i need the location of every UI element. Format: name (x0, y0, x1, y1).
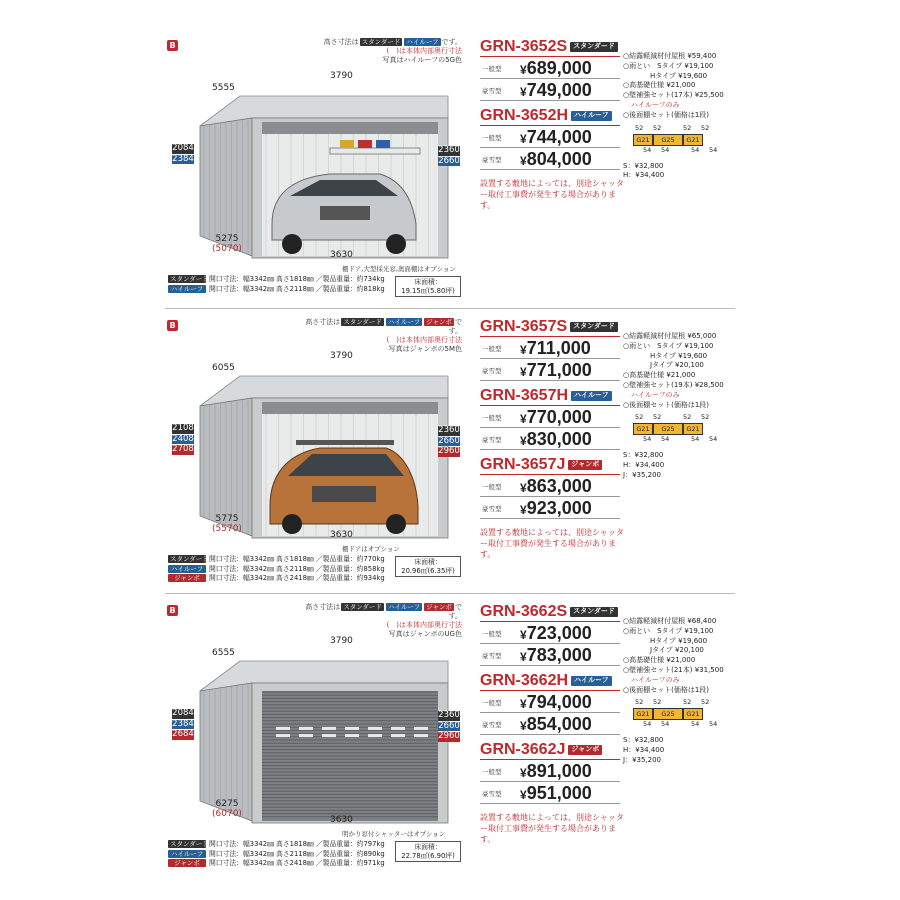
right-height: 2360 (438, 145, 460, 155)
shelf-diagram (633, 413, 723, 445)
note-tag: スタンダード (343, 318, 382, 326)
price-value (520, 761, 592, 782)
left-height: 2384 (172, 718, 194, 729)
spec-tag: ハイルーフ (168, 850, 206, 858)
model-name (480, 672, 620, 691)
spec-row (168, 574, 385, 584)
price-row (480, 148, 620, 170)
shelf-block: G21 (633, 423, 653, 435)
spec-text: 開口寸法：幅3342㎜ 高さ2118㎜ ／製品重量：約818kg (209, 284, 385, 293)
model-badge: ハイルーフ (571, 111, 612, 121)
model-code: GRN-3662H (480, 672, 569, 689)
spec-tag: ジャンボ (168, 859, 206, 867)
price-row (480, 622, 620, 644)
spec-text: 開口寸法：幅3342㎜ 高さ1818㎜ ／製品重量：約797kg (209, 840, 385, 848)
option-item: ○高基礎仕様 ¥21,000 (623, 371, 696, 380)
model-badge: スタンダード (570, 607, 618, 617)
yen-sign: ¥ (520, 365, 527, 379)
price-amount: 891,000 (526, 761, 592, 781)
note-tag: ジャンボ (426, 318, 452, 326)
bottom-depth-inner: (6070) (212, 809, 242, 819)
shelf-price: S：¥32,800 (623, 451, 664, 460)
price-value (520, 80, 592, 101)
spec-row (168, 555, 385, 565)
dim-right-heights (438, 426, 460, 458)
spec-list (168, 555, 385, 584)
install-warning: 設置する敷地によっては、別途シャッター取付工事費が発生する場合があります。 (480, 179, 624, 210)
option-item: ○壁補強セット(19本) ¥28,500 (623, 380, 724, 389)
shelf-top-dim: 52 (635, 413, 644, 422)
price-type: 一般型 (482, 630, 502, 638)
note-prefix: 高さ寸法は (305, 603, 341, 611)
model-list (480, 318, 624, 560)
shelf-block: G25 (653, 708, 683, 720)
bottom-depth: 6275 (215, 799, 239, 809)
dim-bottom-depth (212, 799, 242, 819)
dim-bottom-width: 3630 (330, 250, 353, 260)
price-amount: 794,000 (526, 692, 592, 712)
floor-value: 19.15㎡(5.80坪) (401, 286, 455, 295)
option-caption: 棚ドア,大型採光窓,奥面棚はオプション (342, 265, 456, 273)
price-type: 豪雪型 (482, 721, 502, 729)
shelf-block: G21 (633, 134, 653, 146)
price-type: 豪雪型 (482, 156, 502, 164)
spec-text: 開口寸法：幅3342㎜ 高さ2118㎜ ／製品重量：約858kg (209, 564, 385, 573)
note-photo: 写真はジャンボの5M色 (388, 345, 462, 353)
model-badge: ジャンボ (568, 745, 602, 755)
shelf-block: G21 (683, 423, 703, 435)
shelf-top-dim: 52 (683, 413, 692, 422)
left-height: 2384 (172, 153, 194, 164)
left-height: 2108 (172, 423, 194, 433)
install-warning: 設置する敷地によっては、別途シャッター取付工事費が発生する場合があります。 (480, 813, 624, 844)
yen-sign: ¥ (520, 719, 527, 733)
dim-bottom-depth (212, 514, 242, 534)
option-item: Hタイプ ¥19,600 (650, 636, 708, 645)
right-height: 2960 (438, 731, 460, 741)
price-value (520, 407, 592, 428)
price-value (520, 127, 592, 148)
price-row (480, 782, 620, 804)
spec-text: 開口寸法：幅3342㎜ 高さ2418㎜ ／製品重量：約971kg (209, 859, 385, 867)
model-badge: スタンダード (570, 42, 618, 52)
bottom-depth-inner: (5570) (212, 524, 242, 534)
option-item: Hタイプ ¥19,600 (650, 71, 708, 80)
note-tag: スタンダード (361, 38, 401, 46)
price-type: 一般型 (482, 345, 502, 353)
spec-row (168, 850, 385, 860)
price-row (480, 359, 620, 381)
price-type: 一般型 (482, 134, 502, 142)
model-name (480, 741, 620, 760)
price-amount: 689,000 (526, 58, 592, 78)
price-amount: 771,000 (526, 360, 592, 380)
shelf-top-dim: 52 (653, 698, 662, 707)
shelf-price: J：¥35,200 (623, 470, 662, 479)
option-item: ○後面棚セット(価格は1段) (623, 400, 710, 409)
note-paren: ( )は本体内部奥行寸法 (386, 336, 462, 344)
model-name (480, 603, 620, 622)
option-item: Jタイプ ¥20,100 (650, 361, 704, 370)
option-list (623, 617, 743, 766)
yen-sign: ¥ (520, 697, 527, 711)
model-code: GRN-3657H (480, 387, 569, 404)
price-type: 豪雪型 (482, 87, 502, 95)
price-amount: 923,000 (526, 498, 592, 518)
note-tag: ハイルーフ (387, 318, 421, 326)
price-amount: 854,000 (526, 714, 592, 734)
shelf-bottom-dim: 54 (643, 435, 652, 444)
model-code: GRN-3662J (480, 741, 566, 758)
model-badge: ハイルーフ (571, 676, 612, 686)
option-caption: 棚ドアはオプション (342, 545, 400, 553)
model-code: GRN-3652S (480, 38, 568, 55)
price-row (480, 57, 620, 79)
price-type: 豪雪型 (482, 436, 502, 444)
option-item: ○後面棚セット(価格は1段) (623, 110, 710, 119)
shelf-bottom-dim: 54 (661, 720, 670, 729)
spec-row (168, 565, 385, 575)
dim-right-heights (438, 146, 460, 167)
price-value (520, 714, 592, 735)
spec-text: 開口寸法：幅3342㎜ 高さ1818㎜ ／製品重量：約734kg (209, 275, 385, 283)
model-badge: ジャンボ (568, 460, 602, 470)
floor-area (395, 841, 461, 862)
spec-tag: ハイルーフ (168, 565, 206, 573)
shelf-bottom-dim: 54 (661, 435, 670, 444)
note-prefix: 高さ寸法は (323, 38, 359, 46)
price-amount: 951,000 (526, 783, 592, 803)
spec-text: 開口寸法：幅3342㎜ 高さ1818㎜ ／製品重量：約770kg (209, 555, 385, 563)
model-name (480, 456, 620, 475)
shelf-top-dim: 52 (635, 698, 644, 707)
right-height: 2960 (438, 446, 460, 456)
note-suffix: です。 (448, 603, 462, 620)
price-amount: 804,000 (526, 149, 592, 169)
yen-sign: ¥ (520, 132, 527, 146)
price-amount: 830,000 (526, 429, 592, 449)
spec-tag: スタンダード (170, 840, 209, 848)
left-height: 2084 (172, 708, 194, 718)
product-section (0, 318, 900, 598)
model-code: GRN-3657J (480, 456, 566, 473)
price-value (520, 149, 592, 170)
model-list (480, 38, 624, 211)
section-divider (165, 308, 735, 309)
note-photo: 写真はハイルーフの5G色 (382, 56, 462, 64)
price-value (520, 429, 592, 450)
shelf-top-dim: 52 (635, 123, 644, 132)
shelf-diagram (633, 698, 723, 730)
product-section (0, 38, 900, 318)
product-section (0, 603, 900, 883)
shelf-bottom-dim: 54 (709, 145, 718, 154)
brand-logo: B (167, 320, 178, 331)
shelf-price: H：¥34,400 (623, 746, 665, 755)
price-value (520, 498, 592, 519)
price-row (480, 79, 620, 101)
option-item: ハイルーフのみ (631, 675, 680, 684)
price-type: 豪雪型 (482, 367, 502, 375)
shelf-top-dim: 52 (701, 413, 710, 422)
option-item: ○結露軽減材付屋根 ¥68,400 (623, 617, 717, 625)
right-height: 2660 (438, 155, 460, 166)
note-suffix: です。 (441, 38, 462, 46)
option-item: ○高基礎仕様 ¥21,000 (623, 81, 696, 90)
floor-area (395, 556, 461, 577)
option-item: Jタイプ ¥20,100 (650, 646, 704, 655)
spec-list (168, 840, 385, 869)
price-amount: 783,000 (526, 645, 592, 665)
option-item: ○雨とい Sタイプ ¥19,100 (623, 61, 714, 70)
price-row (480, 760, 620, 782)
price-amount: 744,000 (526, 127, 592, 147)
shelf-block: G21 (683, 708, 703, 720)
note-paren: ( )は本体内部奥行寸法 (386, 47, 462, 55)
dim-top-depth: 6555 (212, 648, 235, 658)
model-code: GRN-3652H (480, 107, 569, 124)
model-name (480, 387, 620, 406)
yen-sign: ¥ (520, 434, 527, 448)
floor-value: 22.78㎡(6.90坪) (401, 851, 455, 860)
price-value (520, 338, 591, 359)
floor-label: 床面積： (414, 843, 442, 851)
option-caption: 明かり窓付シャッターはオプション (342, 830, 446, 838)
price-value (520, 692, 592, 713)
left-height: 2084 (172, 143, 194, 153)
dim-left-heights (172, 709, 194, 741)
spec-row (168, 275, 385, 285)
dim-top-depth: 6055 (212, 363, 235, 373)
dim-top-depth: 5555 (212, 83, 235, 93)
shelf-top-dim: 52 (683, 698, 692, 707)
right-height: 2660 (438, 435, 460, 446)
price-value (520, 783, 592, 804)
spec-tag: スタンダード (170, 275, 209, 283)
shelf-price: H：¥34,400 (623, 461, 665, 470)
option-item: ○高基礎仕様 ¥21,000 (623, 656, 696, 665)
shelf-bottom-dim: 54 (691, 145, 700, 154)
model-name (480, 107, 620, 126)
yen-sign: ¥ (520, 63, 527, 77)
option-item: ハイルーフのみ (631, 100, 680, 109)
model-badge: ハイルーフ (571, 391, 612, 401)
spec-row (168, 859, 385, 869)
yen-sign: ¥ (520, 650, 527, 664)
yen-sign: ¥ (520, 788, 527, 802)
price-type: 豪雪型 (482, 505, 502, 513)
option-item: ハイルーフのみ (631, 390, 680, 399)
dim-left-heights (172, 144, 194, 165)
yen-sign: ¥ (520, 766, 527, 780)
option-item: ○雨とい Sタイプ ¥19,100 (623, 626, 714, 635)
option-list (623, 332, 743, 481)
brand-logo: B (167, 605, 178, 616)
spec-tag: スタンダード (170, 555, 209, 563)
dim-top-width: 3790 (330, 351, 353, 361)
model-name (480, 38, 620, 57)
right-height: 2660 (438, 720, 460, 731)
shelf-diagram (633, 124, 723, 156)
price-type: 豪雪型 (482, 652, 502, 660)
price-row (480, 406, 620, 428)
price-type: 豪雪型 (482, 790, 502, 798)
yen-sign: ¥ (520, 154, 527, 168)
price-value (520, 360, 592, 381)
floor-value: 20.96㎡(6.35坪) (401, 566, 455, 575)
price-row (480, 475, 620, 497)
option-item: ○結露軽減材付屋根 ¥65,000 (623, 332, 717, 340)
price-value (520, 645, 592, 666)
right-height: 2360 (438, 710, 460, 720)
shelf-bottom-dim: 54 (691, 435, 700, 444)
shelf-top-dim: 52 (653, 123, 662, 132)
note-photo: 写真はジャンボのUG色 (388, 630, 462, 638)
yen-sign: ¥ (520, 628, 527, 642)
left-height: 2408 (172, 433, 194, 444)
floor-label: 床面積： (414, 558, 442, 566)
yen-sign: ¥ (520, 343, 527, 357)
shelf-block: G21 (683, 134, 703, 146)
option-item: Hタイプ ¥19,600 (650, 351, 708, 360)
dim-left-heights (172, 424, 194, 456)
price-amount: 749,000 (526, 80, 592, 100)
price-amount: 863,000 (526, 476, 592, 496)
price-value (520, 623, 592, 644)
bottom-depth: 5775 (215, 514, 239, 524)
bottom-depth-inner: (5070) (212, 244, 242, 254)
price-amount: 723,000 (526, 623, 592, 643)
spec-tag: ジャンボ (168, 574, 206, 582)
shelf-bottom-dim: 54 (643, 145, 652, 154)
left-height: 2708 (172, 444, 194, 454)
price-row (480, 713, 620, 735)
shelf-bottom-dim: 54 (709, 720, 718, 729)
shelf-top-dim: 52 (701, 698, 710, 707)
dim-bottom-width: 3630 (330, 815, 353, 825)
option-item: ○壁補強セット(21本) ¥31,500 (623, 665, 724, 674)
price-row (480, 691, 620, 713)
option-list (623, 52, 743, 181)
note-prefix: 高さ寸法は (305, 318, 341, 326)
price-value (520, 58, 592, 79)
bottom-depth: 5275 (215, 234, 239, 244)
note-tag: ハイルーフ (406, 38, 439, 46)
dim-right-heights (438, 711, 460, 743)
note-paren: ( )は本体内部奥行寸法 (386, 621, 462, 629)
price-row (480, 497, 620, 519)
price-row (480, 644, 620, 666)
model-list (480, 603, 624, 845)
shelf-block: G21 (633, 708, 653, 720)
shelf-price: J：¥35,200 (623, 755, 662, 764)
yen-sign: ¥ (520, 481, 527, 495)
shelf-top-dim: 52 (653, 413, 662, 422)
spec-list (168, 275, 385, 294)
note-tag: ジャンボ (426, 603, 452, 611)
price-row (480, 337, 620, 359)
price-amount: 770,000 (526, 407, 592, 427)
section-divider (165, 593, 735, 594)
option-item: ○結露軽減材付屋根 ¥59,400 (623, 52, 717, 60)
shelf-top-dim: 52 (701, 123, 710, 132)
price-amount: 711,000 (526, 338, 591, 358)
shelf-bottom-dim: 54 (709, 435, 718, 444)
option-item: ○雨とい Sタイプ ¥19,100 (623, 341, 714, 350)
floor-label: 床面積： (414, 278, 442, 286)
shelf-bottom-dim: 54 (661, 145, 670, 154)
spec-tag: ハイルーフ (168, 285, 206, 293)
spec-row (168, 840, 385, 850)
shelf-bottom-dim: 54 (643, 720, 652, 729)
shelf-block: G25 (653, 423, 683, 435)
price-type: 一般型 (482, 65, 502, 73)
install-warning: 設置する敷地によっては、別途シャッター取付工事費が発生する場合があります。 (480, 528, 624, 559)
floor-area (395, 276, 461, 297)
model-code: GRN-3662S (480, 603, 568, 620)
dim-top-width: 3790 (330, 636, 353, 646)
note-tag: ハイルーフ (387, 603, 421, 611)
yen-sign: ¥ (520, 412, 527, 426)
spec-text: 開口寸法：幅3342㎜ 高さ2418㎜ ／製品重量：約934kg (209, 574, 385, 582)
price-row (480, 126, 620, 148)
yen-sign: ¥ (520, 503, 527, 517)
price-type: 一般型 (482, 699, 502, 707)
spec-text: 開口寸法：幅3342㎜ 高さ2118㎜ ／製品重量：約890kg (209, 849, 385, 858)
dim-top-width: 3790 (330, 71, 353, 81)
note-suffix: です。 (448, 318, 462, 335)
price-type: 一般型 (482, 768, 502, 776)
shelf-top-dim: 52 (683, 123, 692, 132)
brand-logo: B (167, 40, 178, 51)
model-badge: スタンダード (570, 322, 618, 332)
model-code: GRN-3657S (480, 318, 568, 335)
shelf-bottom-dim: 54 (691, 720, 700, 729)
model-name (480, 318, 620, 337)
note-tag: スタンダード (343, 603, 382, 611)
price-row (480, 428, 620, 450)
price-value (520, 476, 592, 497)
dim-bottom-depth (212, 234, 242, 254)
shelf-price: S：¥32,800 (623, 736, 664, 745)
shelf-price: H：¥34,400 (623, 171, 665, 180)
spec-row (168, 285, 385, 295)
yen-sign: ¥ (520, 85, 527, 99)
option-item: ○後面棚セット(価格は1段) (623, 685, 710, 694)
price-type: 一般型 (482, 414, 502, 422)
shelf-block: G25 (653, 134, 683, 146)
left-height: 2684 (172, 729, 194, 739)
price-type: 一般型 (482, 483, 502, 491)
option-item: ○壁補強セット(17本) ¥25,500 (623, 91, 724, 100)
shelf-price: S：¥32,800 (623, 161, 664, 170)
dim-bottom-width: 3630 (330, 530, 353, 540)
right-height: 2360 (438, 425, 460, 435)
